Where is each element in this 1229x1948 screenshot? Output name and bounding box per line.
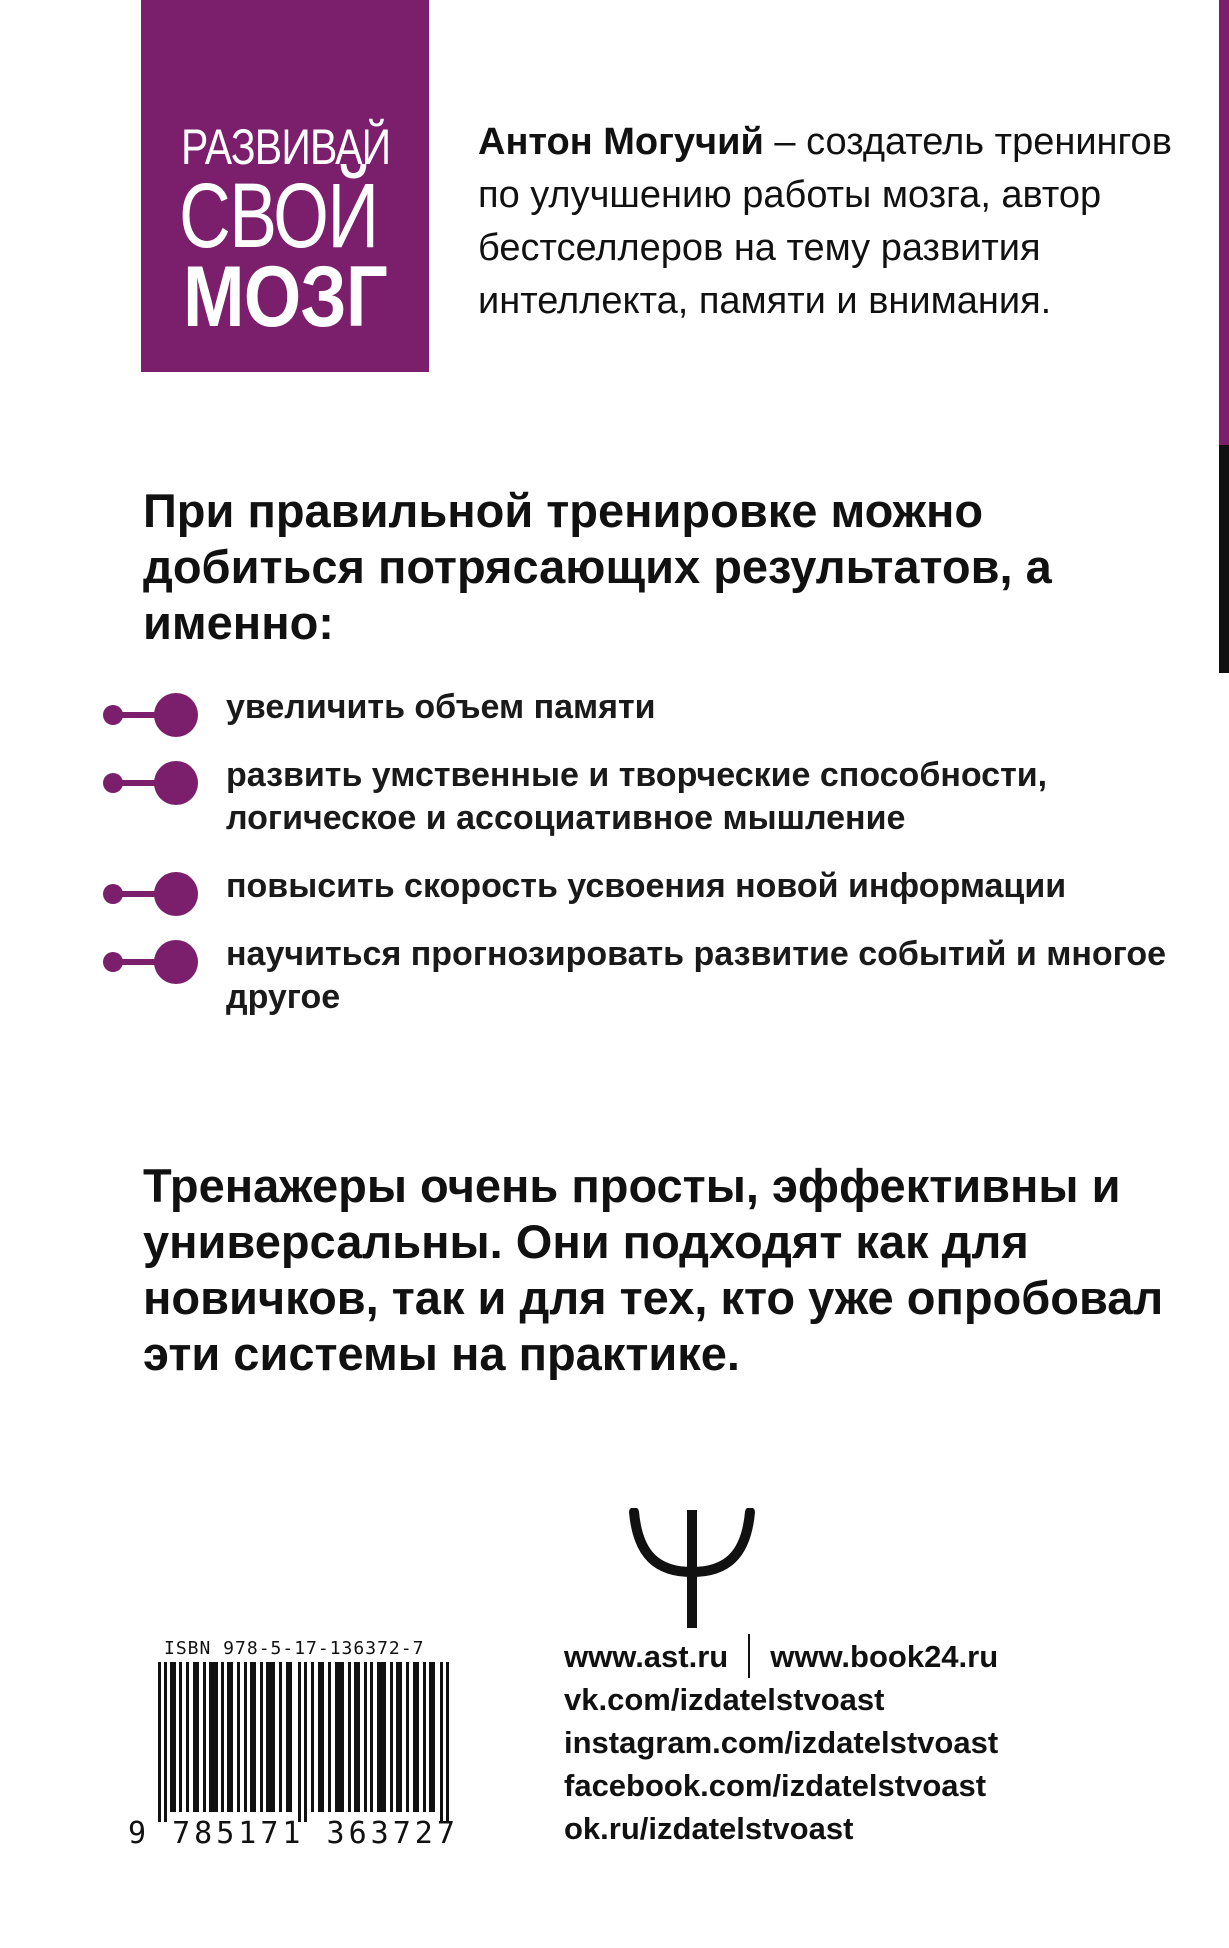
bullet-connector-icon [100,871,200,917]
series-line-1: РАЗВИВАЙ [181,119,391,175]
isbn-label: ISBN 978-5-17-136372-7 [164,1638,425,1659]
psi-icon [628,1508,756,1630]
isbn-digits: 9 785171 363727 [128,1816,459,1851]
list-item-text: научиться прогнозировать развитие событий и многое другое [226,935,1167,1016]
list-item-text: повысить скорость усвоения новой информации [226,867,1067,905]
list-item [100,754,1200,840]
bullet-connector-icon [100,939,200,985]
bullet-connector-icon [100,760,200,806]
list-item [100,933,1200,1019]
author-bio [478,116,1178,328]
link-book24[interactable]: www.book24.ru [770,1638,999,1674]
series-line-3: МОЗГ [183,249,387,345]
spine-edge-purple [1219,0,1229,445]
spine-edge-black [1219,445,1229,673]
link-vk[interactable]: vk.com/izdatelstvoast [564,1682,885,1717]
bullet-connector-icon [100,692,200,738]
link-ast[interactable]: www.ast.ru [564,1638,729,1674]
barcode-icon [158,1662,458,1822]
link-instagram[interactable]: instagram.com/izdatelstvoast [564,1725,999,1760]
divider [748,1634,750,1678]
list-item-text: увеличить объем памяти [226,688,656,726]
series-logo [141,0,429,372]
author-name: Антон Могучий [478,121,764,163]
link-facebook[interactable]: facebook.com/izdatelstvoast [564,1768,987,1803]
publisher-links [564,1634,998,1850]
series-line-2: СВОЙ [179,165,378,267]
list-item [100,686,1200,729]
websites-row [564,1634,998,1678]
list-item [100,865,1200,908]
closing-paragraph: Тренажеры очень просты, эффективны и универсальны. Они подходят как для новичков, так и для тех, кто уже опробовал эти системы на практике. [143,1159,1164,1380]
list-item-text: развить умственные и творческие способности, логическое и ассоциативное мышление [226,756,1048,837]
author-description: – создатель тренингов по улучшению работы мозга, автор бестселлеров на тему развития интеллекта, памяти и внимания. [478,121,1172,322]
benefits-list [100,686,1200,1044]
intro-heading: При правильной тренировке можно добиться потрясающих результатов, а именно: [143,484,1052,649]
isbn-barcode [128,1634,468,1852]
link-ok[interactable]: ok.ru/izdatelstvoast [564,1811,854,1846]
